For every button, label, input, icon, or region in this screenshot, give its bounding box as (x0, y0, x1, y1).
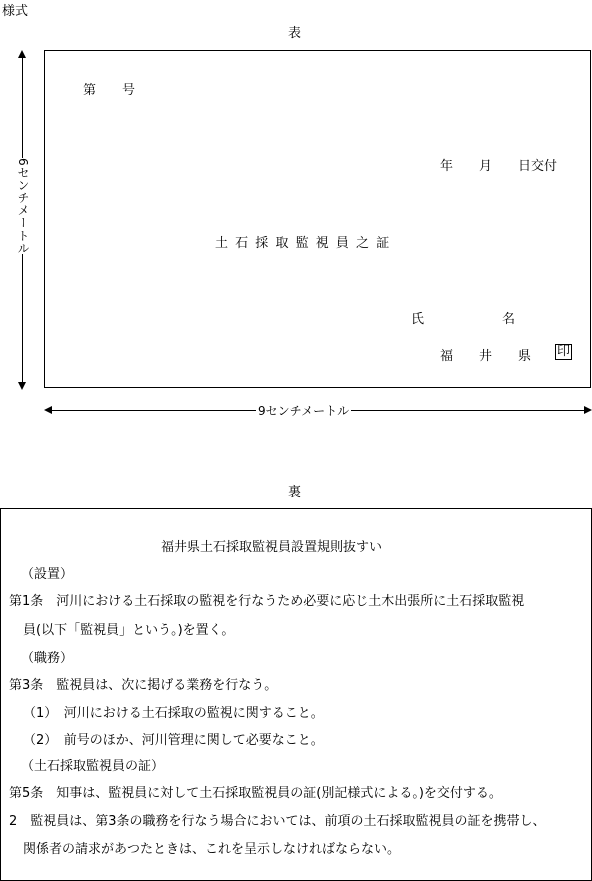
certificate-number: 第 号 (83, 83, 136, 98)
width-dimension-label: 9センチメートル (258, 404, 350, 418)
arrow-right-icon (584, 406, 592, 414)
article-3-item-2: （2） 前号のほか、河川管理に関して必要なこと。 (23, 733, 324, 748)
article-3-item-1: （1） 河川における土石採取の監視に関すること。 (23, 706, 324, 721)
article-3: 第3条 監視員は、次に掲げる業務を行なう。 (9, 678, 278, 693)
issuer-name: 福 井 県 (440, 349, 532, 364)
article-5-paragraph-2-continued: 関係者の請求があつたときは、これを呈示しなければならない。 (23, 842, 401, 857)
front-side-label: 表 (288, 26, 302, 41)
regulation-title: 福井県土石採取監視員設置規則抜すい (161, 540, 383, 555)
holder-name-label: 氏 名 (411, 312, 516, 327)
seal-mark: 印 (557, 344, 571, 359)
certificate-back (0, 508, 592, 881)
certificate-title: 土石採取監視員之証 (215, 236, 397, 251)
article-5-paragraph-2: 2 監視員は、第3条の職務を行なう場合においては、前項の土石採取監視員の証を携帯し、 (9, 814, 546, 829)
arrow-down-icon (18, 382, 26, 390)
heading-duties: （職務） (21, 651, 74, 666)
heading-certificate: （土石採取監視員の証） (21, 759, 165, 774)
certificate-front (44, 50, 591, 388)
back-side-label: 裏 (288, 485, 302, 500)
heading-establishment: （設置） (21, 567, 74, 582)
article-1: 第1条 河川における土石採取の監視を行なうため必要に応じ土木出張所に土石採取監視 (9, 594, 525, 609)
article-5: 第5条 知事は、監視員に対して土石採取監視員の証(別記様式による。)を交付する。 (9, 786, 502, 801)
article-1-continued: 員(以下「監視員」という。)を置く。 (23, 623, 235, 638)
height-dimension-label: 6センチメートル (16, 158, 30, 255)
form-label: 様式 (2, 4, 29, 19)
issue-date: 年 月 日交付 (440, 159, 558, 174)
